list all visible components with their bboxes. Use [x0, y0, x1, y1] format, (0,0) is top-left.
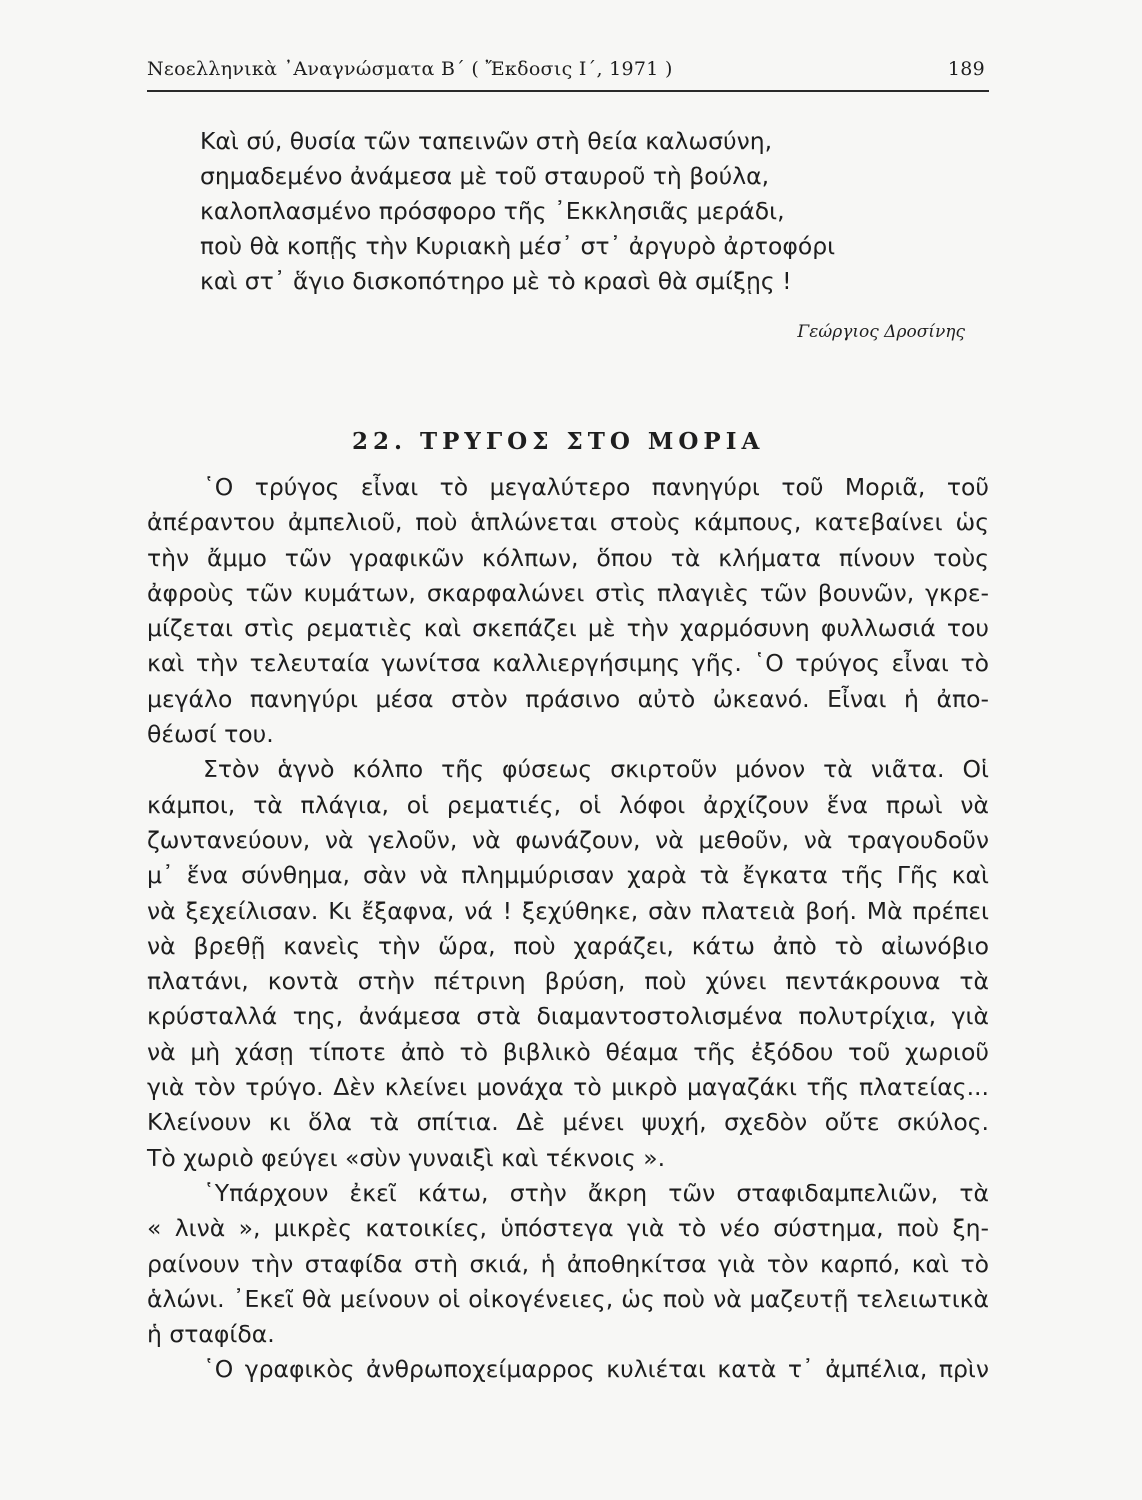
text-line: νὰ μὴ χάσῃ τίποτε ἀπὸ τὸ βιβλικὸ θέαμα τῆς ἐξόδου τοῦ χωριοῦ	[147, 1037, 989, 1066]
text-line: Τὸ χωριὸ φεύγει «σὺν γυναιξὶ καὶ τέκνοις ».	[147, 1143, 666, 1172]
text-line: ἀφροὺς τῶν κυμάτων, σκαρφαλώνει στὶς πλαγιὲς τῶν βουνῶν, γκρε-	[147, 578, 989, 607]
running-header-title: Νεοελληνικὰ ᾿Αναγνώσματα Β΄ ( Ἔκδοσις Ι΄, 1971 )	[147, 58, 673, 80]
running-header	[147, 58, 989, 88]
prose-body	[147, 470, 989, 1388]
text-line: νὰ βρεθῇ κανεὶς τὴν ὥρα, ποὺ χαράζει, κάτω ἀπὸ τὸ αἰωνόβιο	[147, 931, 989, 960]
text-line: ραίνουν τὴν σταφίδα στὴ σκιά, ἡ ἀποθηκίτσα γιὰ τὸν καρπό, καὶ τὸ	[147, 1249, 989, 1278]
text-line: πλατάνι, κοντὰ στὴν πέτρινη βρύση, ποὺ χύνει πεντάκρουνα τὰ	[147, 967, 989, 996]
poem-line: ποὺ θὰ κοπῇς τὴν Κυριακὴ μέσ᾿ στ᾿ ἀργυρὸ ἀρτοφόρι	[200, 232, 836, 260]
text-line: καὶ τὴν τελευταία γωνίτσα καλλιεργήσιμης γῆς. ῾Ο τρύγος εἶναι τὸ	[147, 649, 989, 678]
text-line: ζωντανεύουν, νὰ γελοῦν, νὰ φωνάζουν, νὰ μεθοῦν, νὰ τραγουδοῦν	[147, 825, 989, 854]
text-line: μεγάλο πανηγύρι μέσα στὸν πράσινο αὐτὸ ὠκεανό. Εἶναι ἡ ἀπο-	[147, 684, 989, 713]
text-line: ῾Υπάρχουν ἐκεῖ κάτω, στὴν ἄκρη τῶν σταφιδαμπελιῶν, τὰ	[203, 1178, 989, 1207]
text-line: θέωσί του.	[147, 720, 274, 749]
text-line: ἡ σταφίδα.	[147, 1320, 275, 1349]
text-line: ῾Ο τρύγος εἶναι τὸ μεγαλύτερο πανηγύρι τοῦ Μοριᾶ, τοῦ	[203, 473, 989, 501]
chapter-title: 22. ΤΡΥΓΟΣ ΣΤΟ ΜΟΡΙΑ	[352, 428, 765, 455]
text-line: κρύσταλλά της, ἀνάμεσα στὰ διαμαντοστολισμένα πολυτρίχια, γιὰ	[147, 1002, 989, 1031]
poem-line: Καὶ σύ, θυσία τῶν ταπεινῶν στὴ θεία καλωσύνη,	[200, 127, 773, 155]
text-line: γιὰ τὸν τρύγο. Δὲν κλείνει μονάχα τὸ μικρὸ μαγαζάκι τῆς πλατείας...	[147, 1073, 989, 1102]
poem-excerpt	[200, 124, 980, 299]
text-line: ῾Ο γραφικὸς ἀνθρωποχείμαρρος κυλιέται κατὰ τ᾿ ἀμπέλια, πρὶν	[203, 1355, 989, 1384]
text-line: « λινὰ », μικρὲς κατοικίες, ὑπόστεγα γιὰ τὸ νέο σύστημα, ποὺ ξη-	[147, 1214, 989, 1243]
text-line: τὴν ἄμμο τῶν γραφικῶν κόλπων, ὅπου τὰ κλήματα πίνουν τοὺς	[147, 543, 989, 572]
page-number: 189	[947, 58, 985, 80]
poem-line: σημαδεμένο ἀνάμεσα μὲ τοῦ σταυροῦ τὴ βούλα,	[200, 162, 770, 190]
text-line: μίζεται στὶς ρεματιὲς καὶ σκεπάζει μὲ τὴν χαρμόσυνη φυλλωσιά του	[147, 614, 989, 643]
poem-line: καλοπλασμένο πρόσφορο τῆς ᾿Εκκλησιᾶς μεράδι,	[200, 197, 785, 225]
header-rule	[147, 90, 989, 92]
text-line: Κλείνουν κι ὅλα τὰ σπίτια. Δὲ μένει ψυχή, σχεδὸν οὔτε σκύλος.	[147, 1108, 989, 1137]
poem-author: Γεώργιος Δροσίνης	[797, 322, 965, 342]
poem-line: καὶ στ᾿ ἅγιο δισκοπότηρο μὲ τὸ κρασὶ θὰ σμίξῃς !	[200, 267, 792, 295]
text-line: νὰ ξεχείλισαν. Κι ἔξαφνα, νά ! ξεχύθηκε, σὰν πλατειὰ βοή. Μὰ πρέπει	[147, 896, 989, 925]
text-line: ἀπέραντου ἀμπελιοῦ, ποὺ ἁπλώνεται στοὺς κάμπους, κατεβαίνει ὡς	[147, 508, 989, 537]
text-line: μ᾿ ἕνα σύνθημα, σὰν νὰ πλημμύρισαν χαρὰ τὰ ἔγκατα τῆς Γῆς καὶ	[147, 861, 989, 890]
text-line: ἁλώνι. ᾿Εκεῖ θὰ μείνουν οἱ οἰκογένειες, ὡς ποὺ νὰ μαζευτῇ τελειωτικὰ	[147, 1284, 989, 1313]
text-line: κάμποι, τὰ πλάγια, οἱ ρεματιές, οἱ λόφοι ἀρχίζουν ἕνα πρωὶ νὰ	[147, 790, 989, 819]
text-line: Στὸν ἁγνὸ κόλπο τῆς φύσεως σκιρτοῦν μόνον τὰ νιᾶτα. Οἱ	[203, 755, 989, 784]
